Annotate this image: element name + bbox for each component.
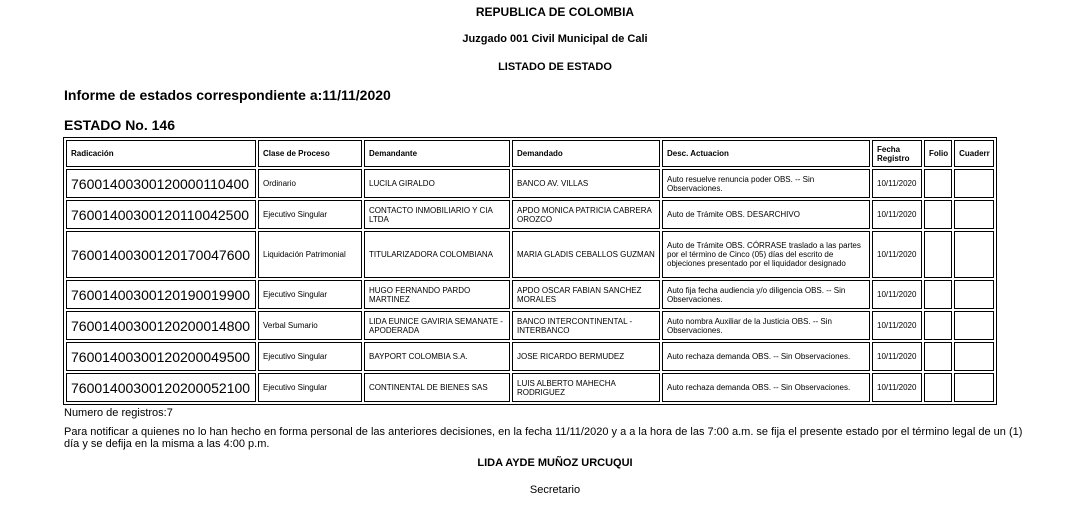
cell-demandado: BANCO AV. VILLAS: [512, 169, 660, 198]
cell-demandante: TITULARIZADORA COLOMBIANA: [364, 231, 510, 278]
cell-demandante: HUGO FERNANDO PARDO MARTINEZ: [364, 280, 510, 309]
cell-cuaderno: [954, 373, 994, 402]
cell-fecha-registro: 10/11/2020: [872, 231, 922, 278]
cell-demandante: LUCILA GIRALDO: [364, 169, 510, 198]
cell-desc-actuacion: Auto de Trámite OBS. DESARCHIVO: [662, 200, 870, 229]
cell-clase-proceso: Verbal Sumario: [258, 311, 362, 340]
table-row: [66, 342, 994, 371]
cell-clase-proceso: Ejecutivo Singular: [258, 200, 362, 229]
cell-folio: [924, 280, 952, 309]
header-radicacion: Radicación: [66, 140, 256, 167]
cell-radicacion: 76001400300120000110400: [66, 169, 256, 198]
table-row: [66, 200, 994, 229]
cell-fecha-registro: 10/11/2020: [872, 311, 922, 340]
court-name: Juzgado 001 Civil Municipal de Cali: [462, 33, 648, 45]
header-fecha-registro: Fecha Registro: [872, 140, 922, 167]
document-title: REPUBLICA DE COLOMBIA: [475, 5, 635, 19]
cell-folio: [924, 200, 952, 229]
signer-name: LIDA AYDE MUÑOZ URCUQUI: [477, 457, 633, 469]
cell-folio: [924, 373, 952, 402]
registry-table: [63, 137, 997, 405]
cell-demandado: APDO MONICA PATRICIA CABRERA OROZCO: [512, 200, 660, 229]
cell-radicacion: 76001400300120200014800: [66, 311, 256, 340]
notification-paragraph: Para notificar a quienes no lo han hecho en forma personal de las anteriores decisiones, en la fecha 11/11/2020 y a a la hora de las 7:00 a.m. se fija el presente estado por el término legal de un (1) día y se defija en la misma a las 4:00 p.m.: [64, 426, 1023, 450]
cell-folio: [924, 169, 952, 198]
cell-folio: [924, 231, 952, 278]
table-row: [66, 311, 994, 340]
cell-cuaderno: [954, 280, 994, 309]
cell-desc-actuacion: Auto de Trámite OBS. CÓRRASE traslado a las partes por el término de Cinco (05) días del escrito de objeciones presentado por el liquidador designado: [662, 231, 870, 278]
cell-folio: [924, 342, 952, 371]
cell-clase-proceso: Ejecutivo Singular: [258, 373, 362, 402]
cell-demandado: MARIA GLADIS CEBALLOS GUZMAN: [512, 231, 660, 278]
header-demandado: Demandado: [512, 140, 660, 167]
cell-demandado: APDO OSCAR FABIAN SANCHEZ MORALES: [512, 280, 660, 309]
estado-number-heading: ESTADO No. 146: [64, 117, 175, 133]
table-row: [66, 280, 994, 309]
list-title: LISTADO DE ESTADO: [498, 61, 612, 73]
cell-fecha-registro: 10/11/2020: [872, 169, 922, 198]
cell-desc-actuacion: Auto nombra Auxiliar de la Justicia OBS. -- Sin Observaciones.: [662, 311, 870, 340]
header-clase-proceso: Clase de Proceso: [258, 140, 362, 167]
cell-desc-actuacion: Auto resuelve renuncia poder OBS. -- Sin Observaciones.: [662, 169, 870, 198]
cell-demandante: CONTINENTAL DE BIENES SAS: [364, 373, 510, 402]
cell-demandante: BAYPORT COLOMBIA S.A.: [364, 342, 510, 371]
cell-radicacion: 76001400300120200049500: [66, 342, 256, 371]
header-demandante: Demandante: [364, 140, 510, 167]
report-date-heading: Informe de estados correspondiente a:11/11/2020: [64, 87, 391, 103]
cell-demandante: LIDA EUNICE GAVIRIA SEMANATE - APODERADA: [364, 311, 510, 340]
signer-title: Secretario: [529, 484, 581, 496]
cell-radicacion: 76001400300120200052100: [66, 373, 256, 402]
cell-cuaderno: [954, 200, 994, 229]
cell-clase-proceso: Ejecutivo Singular: [258, 280, 362, 309]
cell-clase-proceso: Ordinario: [258, 169, 362, 198]
cell-radicacion: 76001400300120110042500: [66, 200, 256, 229]
cell-fecha-registro: 10/11/2020: [872, 373, 922, 402]
cell-folio: [924, 311, 952, 340]
header-cuaderno: Cuaderr: [954, 140, 994, 167]
cell-cuaderno: [954, 342, 994, 371]
cell-cuaderno: [954, 169, 994, 198]
cell-desc-actuacion: Auto rechaza demanda OBS. -- Sin Observaciones.: [662, 373, 870, 402]
cell-demandado: LUIS ALBERTO MAHECHA RODRIGUEZ: [512, 373, 660, 402]
header-desc-actuacion: Desc. Actuacion: [662, 140, 870, 167]
cell-demandante: CONTACTO INMOBILIARIO Y CIA LTDA: [364, 200, 510, 229]
cell-desc-actuacion: Auto rechaza demanda OBS. -- Sin Observaciones.: [662, 342, 870, 371]
cell-demandado: BANCO INTERCONTINENTAL - INTERBANCO: [512, 311, 660, 340]
cell-fecha-registro: 10/11/2020: [872, 342, 922, 371]
cell-radicacion: 76001400300120190019900: [66, 280, 256, 309]
cell-cuaderno: [954, 231, 994, 278]
cell-clase-proceso: Liquidación Patrimonial: [258, 231, 362, 278]
cell-clase-proceso: Ejecutivo Singular: [258, 342, 362, 371]
cell-demandado: JOSE RICARDO BERMUDEZ: [512, 342, 660, 371]
cell-fecha-registro: 10/11/2020: [872, 200, 922, 229]
record-count: Numero de registros:7: [64, 407, 173, 419]
cell-fecha-registro: 10/11/2020: [872, 280, 922, 309]
cell-radicacion: 76001400300120170047600: [66, 231, 256, 278]
table-row: [66, 231, 994, 278]
table-row: [66, 169, 994, 198]
table-row: [66, 373, 994, 402]
cell-cuaderno: [954, 311, 994, 340]
table-header-row: [66, 140, 994, 167]
header-folio: Folio: [924, 140, 952, 167]
cell-desc-actuacion: Auto fija fecha audiencia y/o diligencia OBS. -- Sin Observaciones.: [662, 280, 870, 309]
